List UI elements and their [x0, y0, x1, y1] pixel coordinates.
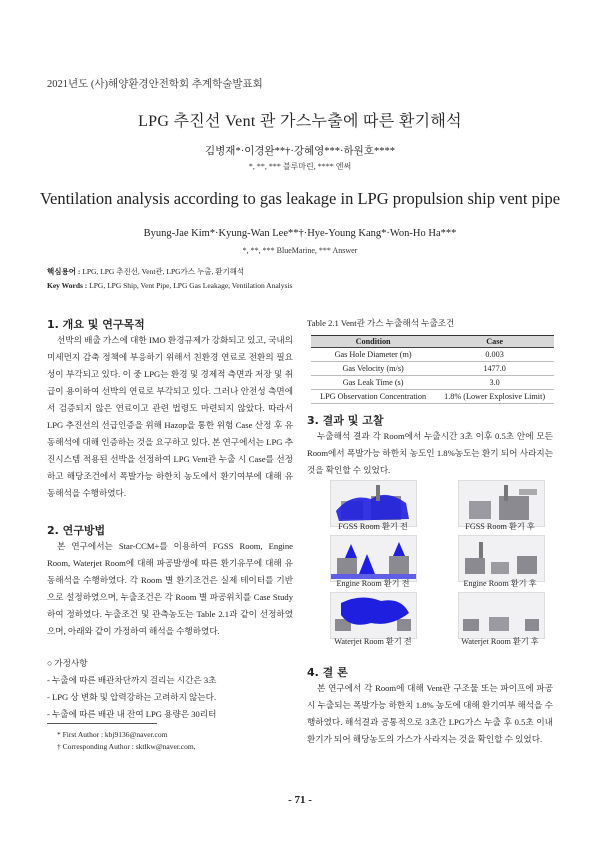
waterjet-after-caption: Waterjet Room 환기 후	[461, 637, 539, 646]
page-number: - 71 -	[288, 794, 312, 806]
table-cell: Gas Leak Time (s)	[311, 376, 435, 390]
keywords-korean-text: LPG, LPG 추진선, Vent관, LPG가스 누출, 환기해석	[82, 267, 245, 276]
waterjet-before-render	[331, 593, 416, 638]
table-row	[311, 376, 554, 390]
section2-heading: 2. 연구방법	[47, 524, 106, 537]
keywords-korean-label: 핵심용어 :	[47, 267, 81, 276]
assumption-item: - LPG 상 변화 및 압력강하는 고려하지 않는다.	[47, 692, 217, 702]
keywords-english-label: Key Words :	[47, 281, 88, 290]
footnote-rule	[47, 723, 157, 724]
assumption-item: - 누출에 따른 배관차단까지 걸리는 시간은 3초	[47, 675, 217, 685]
section4-heading: 4. 결 론	[307, 666, 348, 679]
fgss-before-figure	[330, 480, 417, 527]
title-korean: LPG 추진선 Vent 관 가스누출에 따른 환기해석	[138, 113, 462, 130]
fgss-after-render	[459, 481, 544, 526]
table-cell: LPG Observation Concentration	[311, 390, 435, 404]
table-caption: Table 2.1 Vent관 가스 누출해석 누출조건	[307, 318, 455, 328]
keywords-english-text: LPG, LPG Ship, Vent Pipe, LPG Gas Leakage, Ventilation Analysis	[89, 281, 293, 290]
waterjet-after-render	[459, 593, 544, 638]
conference-header: 2021년도 (사)해양환경안전학회 추계학술발표회	[47, 79, 263, 90]
section3-body	[307, 428, 553, 479]
keywords-english	[47, 281, 292, 290]
table-header-cell: Case	[435, 336, 554, 348]
keywords-korean	[47, 266, 244, 277]
waterjet-before-figure	[330, 592, 417, 639]
assumptions-title: ○ 가정사항	[47, 658, 88, 668]
waterjet-before-caption: Waterjet Room 환기 전	[334, 637, 412, 646]
section3-heading: 3. 결과 및 고찰	[307, 414, 384, 427]
engine-after-render	[459, 536, 544, 581]
table-row	[311, 390, 554, 404]
section4-paragraph: 본 연구에서 각 Room에 대해 Vent관 구조물 또는 파이프에 파공 시 누출되는 폭발가능 하한치 1.8% 농도에 대해 환기여부 해석을 수행하였다. 해석결과 공통적으로 3초간 LPG가스 누출 후 0.5초 이내 환기가 되어 해당농도의 가스가 사라지는 것을 확인할 수 있었다.	[307, 683, 553, 744]
section2-paragraph: 본 연구에서는 Star-CCM+를 이용하여 FGSS Room, Engine Room, Waterjet Room에 대해 파공발생에 따른 환기유무에 대해 유동해석을 수행하였다. 각 Room 별 환기조건은 실제 테이터를 기반으로 설정하였으며, 누출조건은 각 Room 별 파공위치를 Case Study 하여 정하였다. 누출조건 및 관측농도는 Table 2.1과 같이 선정하였으며, 아래와 같이 가정하여 해석을 수행하였다.	[47, 541, 293, 636]
affiliation-english: *, **, *** BlueMarine, *** Answer	[242, 246, 358, 255]
assumption-item: - 누출에 따른 배관 내 잔여 LPG 용량은 30리터	[47, 709, 217, 719]
table-cell: 1.8% (Lower Explosive Limit)	[435, 390, 554, 404]
fgss-after-caption: FGSS Room 환기 후	[465, 522, 535, 531]
table-header-row	[311, 336, 554, 348]
waterjet-after-figure	[458, 592, 545, 639]
footnote-first-author: * First Author : kbj9136@naver.com	[57, 730, 168, 739]
engine-before-render	[331, 536, 416, 581]
authors-english: Byung-Jae Kim*·Kyung-Wan Lee**†·Hye-Young Kang*·Won-Ho Ha***	[143, 228, 457, 239]
table-cell: Gas Hole Diameter (m)	[311, 348, 435, 362]
engine-after-caption: Engine Room 환기 후	[463, 579, 537, 588]
fgss-before-render	[331, 481, 416, 526]
table-header-cell: Condition	[311, 336, 435, 348]
table-cell: 3.0	[435, 376, 554, 390]
footnote-corresponding-author: † Corresponding Author : sktlkw@naver.com,	[57, 742, 196, 751]
section4-body	[307, 680, 553, 748]
authors-korean: 김병재*·이경완**†·강혜영***·하원호****	[205, 146, 395, 157]
section1-paragraph: 선박의 배출 가스에 대한 IMO 환경규제가 강화되고 있고, 국내의 미세먼지 감축 정책에 부응하기 위해서 친환경 연료로 전환의 필요성이 부각되고 있다. 이 중 LPG는 환경 및 경제적 측면과 저장 및 취급이 용이하여 선박의 연료로 부각되고 있다. 그러나 안전성 측면에서 검증되지 않은 연료이고 관련 법령도 마련되지 않았다. 따라서 LPG 추진선의 선급인증을 위해 Hazop을 통한 위험 Case 산정 후 유동해석에 대해 인증하는 것을 요구하고 있다. 본 연구에서는 LPG 추진시스템 적용된 선박을 선정하여 LPG Vent관 누출 시 Case를 선정하고 해당조건에서 폭발가능 하한치 농도에서 환기여부에 대해 유동해석을 수행하였다.	[47, 335, 293, 498]
section3-paragraph: 누출해석 결과 각 Room에서 누출시간 3초 이후 0.5초 안에 모든 Room에서 폭발가능 하한치 농도인 1.8%농도는 환기 되어 사라지는 것을 확인할 수 있었다.	[307, 431, 553, 475]
table-cell: 0.003	[435, 348, 554, 362]
fgss-before-caption: FGSS Room 환기 전	[338, 522, 408, 531]
engine-before-figure	[330, 535, 417, 582]
table-row	[311, 348, 554, 362]
title-english: Ventilation analysis according to gas leakage in LPG propulsion ship vent pipe	[39, 189, 561, 208]
engine-before-caption: Engine Room 환기 전	[336, 579, 410, 588]
table-cell: Gas Velocity (m/s)	[311, 362, 435, 376]
affiliation-korean: *, **, *** 블루마린, **** 엔써	[248, 162, 352, 171]
section1-body	[47, 332, 293, 502]
engine-after-figure	[458, 535, 545, 582]
fgss-after-figure	[458, 480, 545, 527]
leak-conditions-table	[311, 335, 554, 404]
section1-heading: 1. 개요 및 연구목적	[47, 318, 145, 331]
table-cell: 1477.0	[435, 362, 554, 376]
table-row	[311, 362, 554, 376]
section2-body	[47, 538, 293, 640]
